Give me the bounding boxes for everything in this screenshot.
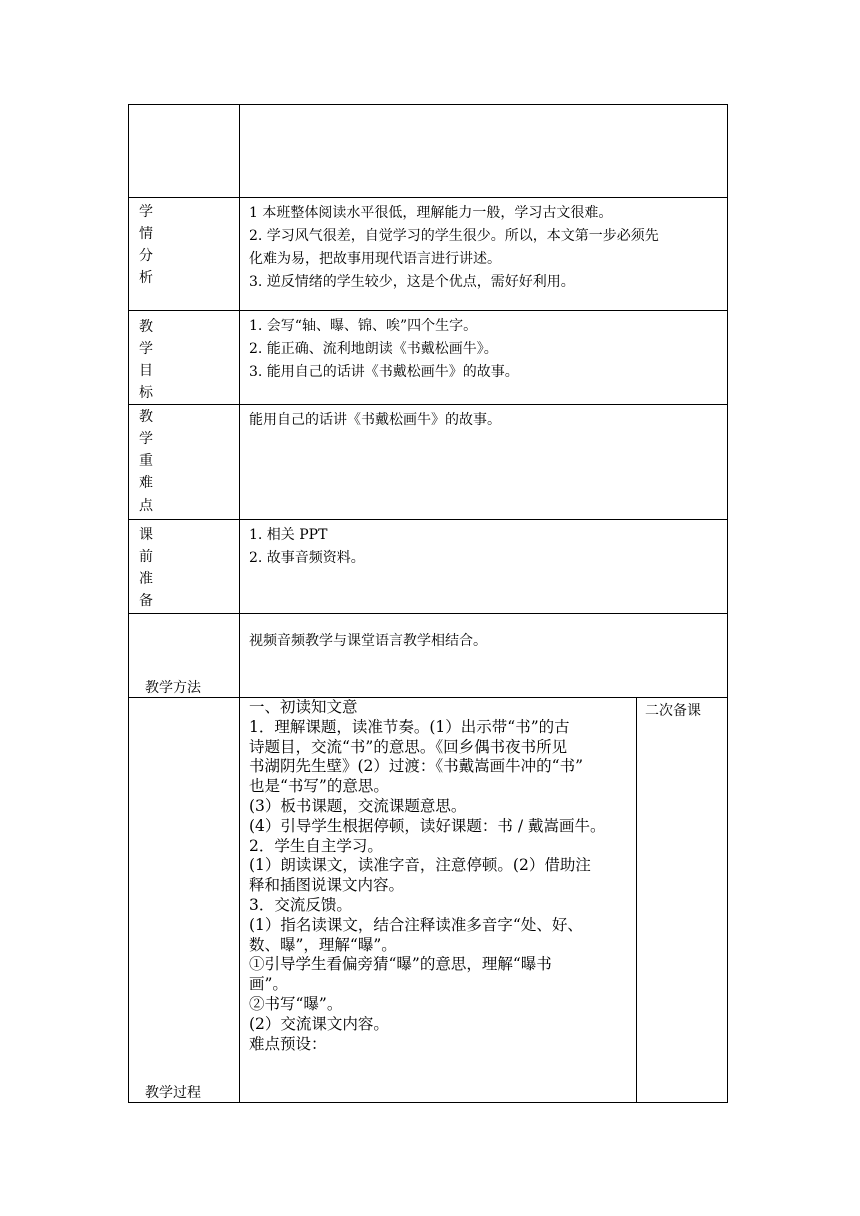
process-line: 书湖阴先生壁》(2）过渡：《书戴嵩画牛冲的“书”: [249, 757, 584, 776]
process-line: 2．学生自主学习。: [249, 836, 383, 855]
situation-line: 化难为易，把故事用现代语言进行讲述。: [249, 251, 501, 267]
second-prep-column: [636, 698, 727, 1102]
situation-row: [128, 197, 728, 310]
situation-content: [249, 202, 721, 294]
objectives-content: [249, 315, 721, 384]
situation-line: 1 本班整体阅读水平很低，理解能力一般，学习古文很难。: [249, 205, 613, 221]
method-label: 教学方法: [145, 680, 201, 696]
key-points-label: 教 学 重 难 点: [129, 405, 240, 519]
key-points-row: [128, 404, 728, 519]
method-row: [128, 613, 728, 697]
empty-row: [128, 104, 728, 197]
preparation-label: 课 前 准 备: [129, 520, 240, 613]
process-line: 数、曝”，理解“曝”。: [249, 935, 397, 954]
preparation-line: 2. 故事音频资料。: [249, 550, 365, 566]
situation-line: 3. 逆反情绪的学生较少，这是个优点，需好好利用。: [249, 274, 575, 290]
method-content: [249, 630, 721, 653]
process-line: ②书写“曝”。: [249, 994, 343, 1013]
process-line: (2）交流课文内容。: [249, 1014, 389, 1033]
preparation-row: [128, 519, 728, 613]
second-prep-header: 二次备课: [645, 703, 701, 719]
process-line: (1）朗读课文，读准字音，注意停顿。(2）借助注: [249, 856, 591, 875]
process-line: (3）板书课题，交流课题意思。: [249, 796, 467, 815]
process-content: [249, 698, 634, 1054]
empty-row-label-cell: [129, 105, 240, 197]
process-label: 教学过程: [145, 1085, 201, 1101]
process-line: 一、初读知文意: [249, 698, 358, 716]
process-row: [128, 697, 728, 1103]
process-line: 1．理解课题，读准节奏。(1）出示带“书”的古: [249, 717, 570, 736]
objective-line: 2. 能正确、流利地朗读《书戴松画牛》。: [249, 341, 498, 357]
situation-label: 学 情 分 析: [129, 198, 240, 310]
process-label-cell: [129, 698, 240, 1102]
process-line: 难点预设：: [249, 1034, 327, 1053]
process-line: 画”。: [249, 975, 288, 994]
method-label-cell: [129, 614, 240, 697]
process-line: 释和插图说课文内容。: [249, 876, 405, 895]
key-point-line: 能用自己的话讲《书戴松画牛》的故事。: [249, 412, 501, 428]
process-line: 诗题目，交流“书”的意思。《回乡偶书夜书所见: [249, 737, 568, 756]
process-line: (4）引导学生根据停顿，读好课题：书 / 戴嵩画牛。: [249, 816, 606, 835]
method-text: 视频音频教学与课堂语言教学相结合。: [249, 633, 487, 649]
objectives-row: [128, 310, 728, 404]
objectives-label: 教 学 目 标: [129, 311, 240, 404]
situation-line: 2. 学习风气很差，自觉学习的学生很少。所以，本文第一步必须先: [249, 228, 659, 244]
preparation-content: [249, 524, 721, 570]
process-line: (1）指名读课文，结合注释读准多音字“处、好、: [249, 915, 583, 934]
process-line: 3．交流反馈。: [249, 895, 352, 914]
process-line: 也是“书写”的意思。: [249, 777, 389, 796]
key-points-content: [249, 409, 721, 432]
process-line: ①引导学生看偏旁猜“曝”的意思，理解“曝书: [249, 955, 552, 974]
preparation-line: 1. 相关 PPT: [249, 527, 328, 543]
objective-line: 3. 能用自己的话讲《书戴松画牛》的故事。: [249, 364, 519, 380]
objective-line: 1. 会写“轴、曝、锦、唉”四个生字。: [249, 318, 478, 334]
